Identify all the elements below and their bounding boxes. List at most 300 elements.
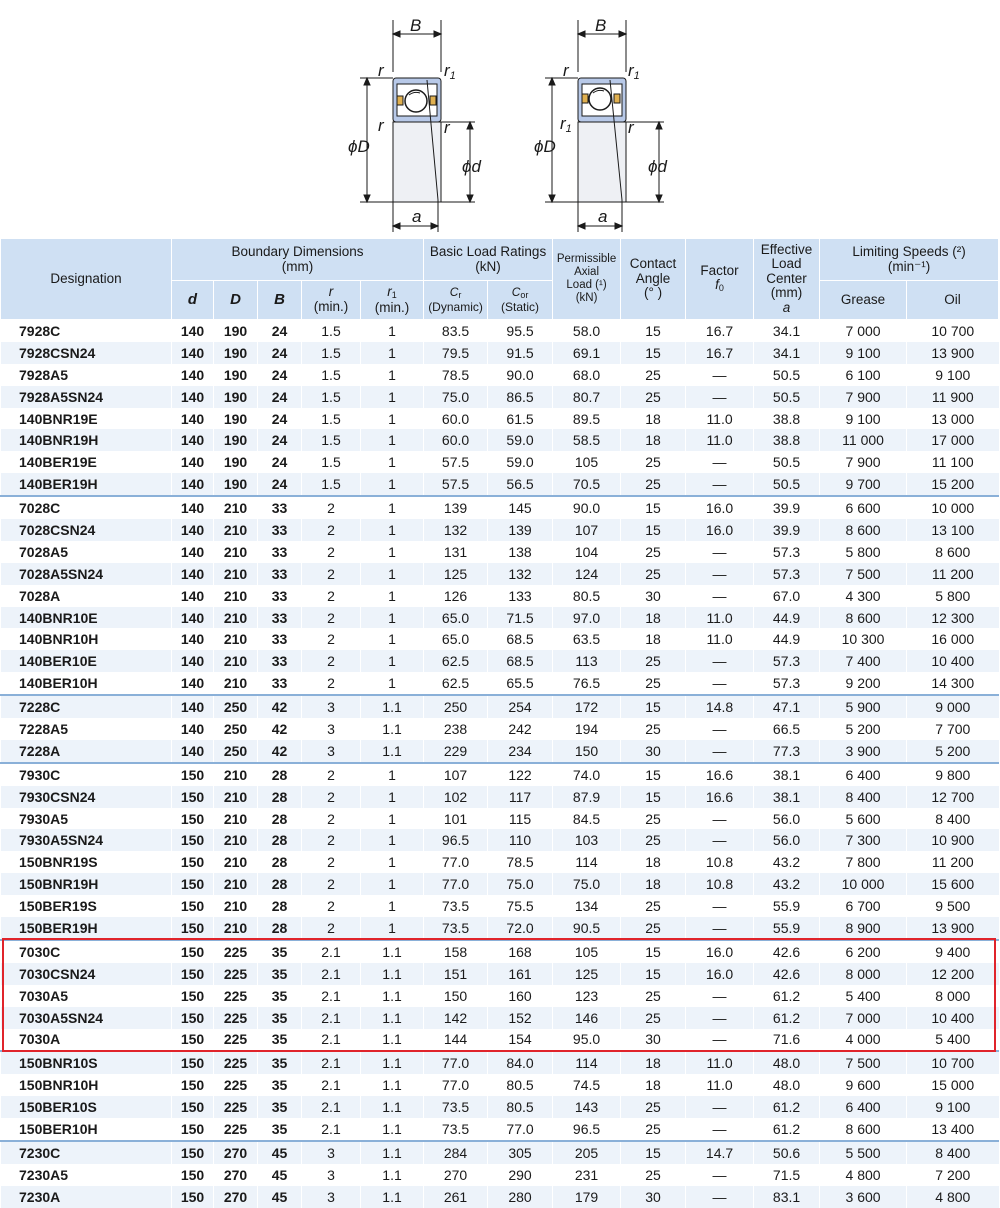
cell-r-min: 2 bbox=[302, 650, 361, 672]
cell-limiting-speed-grease: 5 600 bbox=[820, 808, 907, 830]
cell-cor-static: 68.5 bbox=[488, 650, 553, 672]
cell-factor-f0: — bbox=[686, 808, 754, 830]
cell-B: 28 bbox=[258, 873, 302, 895]
cell-limiting-speed-oil: 15 000 bbox=[907, 1074, 999, 1096]
table-row bbox=[1, 519, 999, 541]
cell-r-min: 2.1 bbox=[302, 940, 361, 963]
cell-limiting-speed-grease: 8 900 bbox=[820, 917, 907, 940]
cell-cr-dynamic: 229 bbox=[424, 740, 488, 763]
cell-effective-load-center: 47.1 bbox=[754, 695, 820, 718]
cell-effective-load-center: 43.2 bbox=[754, 873, 820, 895]
cell-designation: 140BNR10H bbox=[1, 628, 172, 650]
cell-r1-min: 1 bbox=[361, 786, 424, 808]
cell-r1-min: 1 bbox=[361, 364, 424, 386]
cell-limiting-speed-oil: 11 100 bbox=[907, 451, 999, 473]
cell-limiting-speed-oil: 10 000 bbox=[907, 496, 999, 519]
cell-limiting-speed-grease: 5 200 bbox=[820, 718, 907, 740]
cell-designation: 7030CSN24 bbox=[1, 963, 172, 985]
cell-factor-f0: — bbox=[686, 585, 754, 607]
cell-r-min: 2.1 bbox=[302, 1096, 361, 1118]
table-row bbox=[1, 1074, 999, 1096]
cell-B: 35 bbox=[258, 1074, 302, 1096]
cell-contact-angle: 15 bbox=[621, 342, 686, 364]
cell-cor-static: 77.0 bbox=[488, 1118, 553, 1141]
cell-designation: 7030C bbox=[1, 940, 172, 963]
cell-cr-dynamic: 73.5 bbox=[424, 917, 488, 940]
cell-B: 24 bbox=[258, 320, 302, 342]
cell-effective-load-center: 48.0 bbox=[754, 1051, 820, 1074]
cell-permissible-axial-load: 58.5 bbox=[553, 429, 621, 451]
table-row bbox=[1, 763, 999, 786]
cell-factor-f0: 11.0 bbox=[686, 1074, 754, 1096]
cell-B: 33 bbox=[258, 607, 302, 629]
cell-cr-dynamic: 77.0 bbox=[424, 1051, 488, 1074]
header-col-cr: $C_r$ (Dynamic) bbox=[424, 281, 488, 320]
cell-cor-static: 168 bbox=[488, 940, 553, 963]
cell-contact-angle: 18 bbox=[621, 851, 686, 873]
cell-limiting-speed-grease: 9 100 bbox=[820, 408, 907, 430]
cell-cr-dynamic: 144 bbox=[424, 1029, 488, 1052]
cell-factor-f0: 16.0 bbox=[686, 496, 754, 519]
cell-effective-load-center: 38.1 bbox=[754, 763, 820, 786]
cell-D: 210 bbox=[214, 851, 258, 873]
table-row bbox=[1, 473, 999, 496]
table-row bbox=[1, 1164, 999, 1186]
cell-cor-static: 68.5 bbox=[488, 628, 553, 650]
cell-d: 150 bbox=[172, 808, 214, 830]
cell-contact-angle: 25 bbox=[621, 917, 686, 940]
cell-r1-min: 1 bbox=[361, 451, 424, 473]
cell-cr-dynamic: 96.5 bbox=[424, 829, 488, 851]
cell-effective-load-center: 38.1 bbox=[754, 786, 820, 808]
cell-factor-f0: — bbox=[686, 718, 754, 740]
cell-limiting-speed-grease: 9 700 bbox=[820, 473, 907, 496]
cell-designation: 140BER10E bbox=[1, 650, 172, 672]
cell-designation: 150BNR19H bbox=[1, 873, 172, 895]
cell-factor-f0: — bbox=[686, 917, 754, 940]
cell-designation: 150BNR19S bbox=[1, 851, 172, 873]
cell-factor-f0: — bbox=[686, 829, 754, 851]
cell-effective-load-center: 43.2 bbox=[754, 851, 820, 873]
cell-r1-min: 1.1 bbox=[361, 1074, 424, 1096]
cell-r-min: 2 bbox=[302, 541, 361, 563]
cell-D: 210 bbox=[214, 917, 258, 940]
cell-designation: 150BER19S bbox=[1, 895, 172, 917]
cell-r1-min: 1.1 bbox=[361, 1164, 424, 1186]
cell-r-min: 2.1 bbox=[302, 1007, 361, 1029]
cell-contact-angle: 18 bbox=[621, 873, 686, 895]
cell-permissible-axial-load: 80.5 bbox=[553, 585, 621, 607]
cell-D: 225 bbox=[214, 1074, 258, 1096]
cell-permissible-axial-load: 84.5 bbox=[553, 808, 621, 830]
cell-B: 33 bbox=[258, 672, 302, 695]
cell-designation: 7228C bbox=[1, 695, 172, 718]
cell-limiting-speed-oil: 5 400 bbox=[907, 1029, 999, 1052]
cell-r1-min: 1 bbox=[361, 873, 424, 895]
cell-contact-angle: 25 bbox=[621, 895, 686, 917]
cell-contact-angle: 25 bbox=[621, 1164, 686, 1186]
cell-r1-min: 1 bbox=[361, 917, 424, 940]
cell-B: 45 bbox=[258, 1141, 302, 1164]
cell-contact-angle: 25 bbox=[621, 364, 686, 386]
cell-d: 150 bbox=[172, 763, 214, 786]
cell-designation: 7930A5 bbox=[1, 808, 172, 830]
label-B: B bbox=[410, 16, 422, 35]
cell-factor-f0: — bbox=[686, 740, 754, 763]
cell-cr-dynamic: 151 bbox=[424, 963, 488, 985]
cell-permissible-axial-load: 143 bbox=[553, 1096, 621, 1118]
cell-r1-min: 1 bbox=[361, 473, 424, 496]
cell-r1-min: 1.1 bbox=[361, 1118, 424, 1141]
cell-factor-f0: 11.0 bbox=[686, 607, 754, 629]
cell-r1-min: 1 bbox=[361, 895, 424, 917]
cell-effective-load-center: 57.3 bbox=[754, 563, 820, 585]
cell-permissible-axial-load: 107 bbox=[553, 519, 621, 541]
cell-cr-dynamic: 126 bbox=[424, 585, 488, 607]
cell-cor-static: 84.0 bbox=[488, 1051, 553, 1074]
label-r: r bbox=[378, 116, 384, 135]
cell-D: 210 bbox=[214, 519, 258, 541]
cell-factor-f0: — bbox=[686, 1118, 754, 1141]
cell-r1-min: 1 bbox=[361, 628, 424, 650]
cell-cr-dynamic: 270 bbox=[424, 1164, 488, 1186]
table-row bbox=[1, 1007, 999, 1029]
table-row bbox=[1, 873, 999, 895]
cell-contact-angle: 18 bbox=[621, 607, 686, 629]
cell-r-min: 3 bbox=[302, 1141, 361, 1164]
cell-limiting-speed-oil: 4 800 bbox=[907, 1186, 999, 1208]
cell-cor-static: 59.0 bbox=[488, 429, 553, 451]
label-r: r bbox=[378, 61, 384, 80]
cell-cor-static: 65.5 bbox=[488, 672, 553, 695]
cell-r-min: 3 bbox=[302, 740, 361, 763]
cell-B: 35 bbox=[258, 1118, 302, 1141]
cell-contact-angle: 25 bbox=[621, 718, 686, 740]
cell-factor-f0: 11.0 bbox=[686, 429, 754, 451]
cell-d: 150 bbox=[172, 1051, 214, 1074]
cell-r1-min: 1 bbox=[361, 672, 424, 695]
cell-d: 150 bbox=[172, 1007, 214, 1029]
cell-cr-dynamic: 78.5 bbox=[424, 364, 488, 386]
header-col-d: d bbox=[172, 281, 214, 320]
cell-limiting-speed-oil: 13 900 bbox=[907, 342, 999, 364]
cell-cr-dynamic: 62.5 bbox=[424, 672, 488, 695]
table-row bbox=[1, 851, 999, 873]
cell-factor-f0: — bbox=[686, 364, 754, 386]
cell-r1-min: 1 bbox=[361, 563, 424, 585]
cell-designation: 7930C bbox=[1, 763, 172, 786]
label-phi-d: ϕd bbox=[462, 157, 481, 176]
cell-r1-min: 1.1 bbox=[361, 963, 424, 985]
cell-designation: 140BER19E bbox=[1, 451, 172, 473]
label-a: a bbox=[598, 207, 608, 226]
header-col-oil: Oil bbox=[907, 281, 999, 320]
cell-limiting-speed-oil: 13 100 bbox=[907, 519, 999, 541]
cell-factor-f0: — bbox=[686, 473, 754, 496]
cell-designation: 140BNR19E bbox=[1, 408, 172, 430]
cell-D: 210 bbox=[214, 829, 258, 851]
table-row bbox=[1, 342, 999, 364]
cell-r1-min: 1.1 bbox=[361, 740, 424, 763]
cell-limiting-speed-oil: 9 000 bbox=[907, 695, 999, 718]
cell-D: 210 bbox=[214, 672, 258, 695]
table-body bbox=[1, 320, 999, 1208]
header-col-cor: $C_{or}$ (Static) bbox=[488, 281, 553, 320]
cell-r-min: 2.1 bbox=[302, 963, 361, 985]
table-row bbox=[1, 1186, 999, 1208]
header-boundary-dimensions: Boundary Dimensions (mm) bbox=[172, 239, 424, 281]
cell-d: 140 bbox=[172, 740, 214, 763]
cell-permissible-axial-load: 134 bbox=[553, 895, 621, 917]
cell-effective-load-center: 55.9 bbox=[754, 917, 820, 940]
cell-effective-load-center: 44.9 bbox=[754, 628, 820, 650]
cell-r-min: 1.5 bbox=[302, 320, 361, 342]
cell-permissible-axial-load: 68.0 bbox=[553, 364, 621, 386]
table-row bbox=[1, 320, 999, 342]
cell-B: 35 bbox=[258, 985, 302, 1007]
cell-designation: 7230C bbox=[1, 1141, 172, 1164]
table-row bbox=[1, 628, 999, 650]
cell-limiting-speed-grease: 6 200 bbox=[820, 940, 907, 963]
cell-B: 24 bbox=[258, 364, 302, 386]
cell-d: 150 bbox=[172, 1074, 214, 1096]
cell-d: 140 bbox=[172, 451, 214, 473]
cell-r-min: 2.1 bbox=[302, 985, 361, 1007]
cell-permissible-axial-load: 113 bbox=[553, 650, 621, 672]
cell-designation: 7030A5SN24 bbox=[1, 1007, 172, 1029]
cell-factor-f0: — bbox=[686, 1096, 754, 1118]
cell-d: 150 bbox=[172, 851, 214, 873]
cell-permissible-axial-load: 124 bbox=[553, 563, 621, 585]
cell-limiting-speed-grease: 7 900 bbox=[820, 451, 907, 473]
cell-d: 150 bbox=[172, 985, 214, 1007]
header-limiting-speeds: Limiting Speeds (²) (min⁻¹) bbox=[820, 239, 999, 281]
cell-B: 24 bbox=[258, 408, 302, 430]
header-designation: Designation bbox=[1, 239, 172, 320]
label-r1: r1 bbox=[560, 114, 572, 135]
cell-B: 28 bbox=[258, 808, 302, 830]
cell-d: 150 bbox=[172, 1141, 214, 1164]
cell-B: 24 bbox=[258, 386, 302, 408]
cell-r-min: 2 bbox=[302, 851, 361, 873]
cell-d: 150 bbox=[172, 917, 214, 940]
cell-designation: 150BNR10S bbox=[1, 1051, 172, 1074]
cell-d: 140 bbox=[172, 585, 214, 607]
cell-limiting-speed-oil: 13 900 bbox=[907, 917, 999, 940]
cell-limiting-speed-grease: 8 400 bbox=[820, 786, 907, 808]
cell-cr-dynamic: 131 bbox=[424, 541, 488, 563]
cell-effective-load-center: 57.3 bbox=[754, 672, 820, 695]
cell-limiting-speed-oil: 17 000 bbox=[907, 429, 999, 451]
cell-cor-static: 154 bbox=[488, 1029, 553, 1052]
cell-designation: 7028CSN24 bbox=[1, 519, 172, 541]
cell-r1-min: 1.1 bbox=[361, 985, 424, 1007]
cell-limiting-speed-grease: 5 900 bbox=[820, 695, 907, 718]
cell-cor-static: 290 bbox=[488, 1164, 553, 1186]
cell-D: 190 bbox=[214, 451, 258, 473]
cell-contact-angle: 30 bbox=[621, 740, 686, 763]
cell-permissible-axial-load: 172 bbox=[553, 695, 621, 718]
label-r1: r1 bbox=[444, 61, 456, 82]
cell-r1-min: 1.1 bbox=[361, 1029, 424, 1052]
cell-B: 33 bbox=[258, 541, 302, 563]
cell-limiting-speed-grease: 7 500 bbox=[820, 563, 907, 585]
cell-limiting-speed-grease: 5 800 bbox=[820, 541, 907, 563]
cell-contact-angle: 25 bbox=[621, 672, 686, 695]
cell-D: 250 bbox=[214, 740, 258, 763]
cell-designation: 7228A5 bbox=[1, 718, 172, 740]
cell-contact-angle: 15 bbox=[621, 519, 686, 541]
cell-r1-min: 1 bbox=[361, 763, 424, 786]
cell-limiting-speed-grease: 8 600 bbox=[820, 519, 907, 541]
cell-cr-dynamic: 77.0 bbox=[424, 851, 488, 873]
cell-cr-dynamic: 65.0 bbox=[424, 628, 488, 650]
cell-cor-static: 160 bbox=[488, 985, 553, 1007]
cell-factor-f0: — bbox=[686, 563, 754, 585]
cell-factor-f0: — bbox=[686, 672, 754, 695]
table-row bbox=[1, 408, 999, 430]
cell-designation: 7028A5 bbox=[1, 541, 172, 563]
cell-limiting-speed-grease: 6 100 bbox=[820, 364, 907, 386]
header-factor: Factor $f_0$ bbox=[686, 239, 754, 320]
cell-designation: 7928A5SN24 bbox=[1, 386, 172, 408]
cell-r-min: 2 bbox=[302, 496, 361, 519]
cell-r-min: 3 bbox=[302, 695, 361, 718]
cell-factor-f0: — bbox=[686, 1007, 754, 1029]
header-basic-load-ratings: Basic Load Ratings (kN) bbox=[424, 239, 553, 281]
cell-r1-min: 1.1 bbox=[361, 1186, 424, 1208]
cell-r1-min: 1.1 bbox=[361, 1096, 424, 1118]
cell-cr-dynamic: 83.5 bbox=[424, 320, 488, 342]
cell-cor-static: 242 bbox=[488, 718, 553, 740]
cell-r-min: 2 bbox=[302, 829, 361, 851]
table-row bbox=[1, 541, 999, 563]
cell-effective-load-center: 66.5 bbox=[754, 718, 820, 740]
cell-effective-load-center: 42.6 bbox=[754, 963, 820, 985]
cell-effective-load-center: 50.5 bbox=[754, 386, 820, 408]
cell-limiting-speed-oil: 10 400 bbox=[907, 1007, 999, 1029]
table-row bbox=[1, 940, 999, 963]
cell-D: 210 bbox=[214, 650, 258, 672]
cell-factor-f0: 16.0 bbox=[686, 963, 754, 985]
cell-factor-f0: 16.0 bbox=[686, 940, 754, 963]
cell-contact-angle: 15 bbox=[621, 940, 686, 963]
cell-designation: 150BNR10H bbox=[1, 1074, 172, 1096]
table-row bbox=[1, 1141, 999, 1164]
cell-r1-min: 1 bbox=[361, 607, 424, 629]
cell-r-min: 1.5 bbox=[302, 386, 361, 408]
cell-d: 140 bbox=[172, 473, 214, 496]
cell-limiting-speed-grease: 7 000 bbox=[820, 1007, 907, 1029]
cell-effective-load-center: 61.2 bbox=[754, 1118, 820, 1141]
cell-B: 33 bbox=[258, 585, 302, 607]
label-r: r bbox=[563, 61, 569, 80]
cell-r-min: 2 bbox=[302, 672, 361, 695]
cell-cor-static: 133 bbox=[488, 585, 553, 607]
cell-permissible-axial-load: 150 bbox=[553, 740, 621, 763]
cell-designation: 7928A5 bbox=[1, 364, 172, 386]
cell-permissible-axial-load: 90.0 bbox=[553, 496, 621, 519]
cell-designation: 7230A bbox=[1, 1186, 172, 1208]
cell-r-min: 2.1 bbox=[302, 1074, 361, 1096]
cell-effective-load-center: 56.0 bbox=[754, 808, 820, 830]
bearing-cross-section-diagrams bbox=[0, 0, 1000, 238]
cell-cor-static: 117 bbox=[488, 786, 553, 808]
cell-B: 24 bbox=[258, 342, 302, 364]
cell-B: 33 bbox=[258, 628, 302, 650]
label-r: r bbox=[444, 118, 450, 137]
label-r1: r1 bbox=[628, 61, 640, 82]
cell-factor-f0: 11.0 bbox=[686, 1051, 754, 1074]
cell-d: 150 bbox=[172, 873, 214, 895]
cell-factor-f0: 14.7 bbox=[686, 1141, 754, 1164]
cell-cr-dynamic: 125 bbox=[424, 563, 488, 585]
cell-cor-static: 78.5 bbox=[488, 851, 553, 873]
cell-effective-load-center: 83.1 bbox=[754, 1186, 820, 1208]
cell-limiting-speed-oil: 10 400 bbox=[907, 650, 999, 672]
cell-r-min: 2.1 bbox=[302, 1029, 361, 1052]
cell-D: 210 bbox=[214, 563, 258, 585]
cell-contact-angle: 15 bbox=[621, 320, 686, 342]
cell-r1-min: 1.1 bbox=[361, 940, 424, 963]
cell-designation: 150BER10S bbox=[1, 1096, 172, 1118]
cell-B: 28 bbox=[258, 829, 302, 851]
cell-limiting-speed-grease: 6 400 bbox=[820, 1096, 907, 1118]
cell-limiting-speed-grease: 10 300 bbox=[820, 628, 907, 650]
cell-limiting-speed-oil: 8 600 bbox=[907, 541, 999, 563]
cell-cor-static: 138 bbox=[488, 541, 553, 563]
cell-D: 210 bbox=[214, 808, 258, 830]
cell-permissible-axial-load: 231 bbox=[553, 1164, 621, 1186]
cell-d: 150 bbox=[172, 895, 214, 917]
cell-cor-static: 80.5 bbox=[488, 1074, 553, 1096]
cell-cr-dynamic: 62.5 bbox=[424, 650, 488, 672]
cell-limiting-speed-grease: 7 400 bbox=[820, 650, 907, 672]
table-row bbox=[1, 963, 999, 985]
cell-limiting-speed-oil: 10 700 bbox=[907, 1051, 999, 1074]
cell-r1-min: 1 bbox=[361, 496, 424, 519]
cell-cr-dynamic: 250 bbox=[424, 695, 488, 718]
cell-permissible-axial-load: 89.5 bbox=[553, 408, 621, 430]
cell-contact-angle: 25 bbox=[621, 985, 686, 1007]
cell-factor-f0: — bbox=[686, 895, 754, 917]
cell-r-min: 1.5 bbox=[302, 473, 361, 496]
cell-cor-static: 72.0 bbox=[488, 917, 553, 940]
cell-B: 35 bbox=[258, 1096, 302, 1118]
cell-limiting-speed-grease: 7 500 bbox=[820, 1051, 907, 1074]
cell-r1-min: 1.1 bbox=[361, 695, 424, 718]
cell-permissible-axial-load: 114 bbox=[553, 1051, 621, 1074]
cell-permissible-axial-load: 123 bbox=[553, 985, 621, 1007]
cell-d: 140 bbox=[172, 607, 214, 629]
cell-limiting-speed-grease: 8 600 bbox=[820, 1118, 907, 1141]
cell-cor-static: 91.5 bbox=[488, 342, 553, 364]
cell-designation: 7930CSN24 bbox=[1, 786, 172, 808]
cell-effective-load-center: 48.0 bbox=[754, 1074, 820, 1096]
cell-factor-f0: 16.7 bbox=[686, 320, 754, 342]
cell-r1-min: 1 bbox=[361, 541, 424, 563]
cell-effective-load-center: 61.2 bbox=[754, 985, 820, 1007]
header-col-B: B bbox=[258, 281, 302, 320]
cell-limiting-speed-oil: 13 400 bbox=[907, 1118, 999, 1141]
cell-limiting-speed-oil: 7 700 bbox=[907, 718, 999, 740]
cell-limiting-speed-oil: 14 300 bbox=[907, 672, 999, 695]
table-row bbox=[1, 1051, 999, 1074]
cell-designation: 7030A bbox=[1, 1029, 172, 1052]
cell-cr-dynamic: 101 bbox=[424, 808, 488, 830]
cell-effective-load-center: 57.3 bbox=[754, 650, 820, 672]
cell-permissible-axial-load: 95.0 bbox=[553, 1029, 621, 1052]
